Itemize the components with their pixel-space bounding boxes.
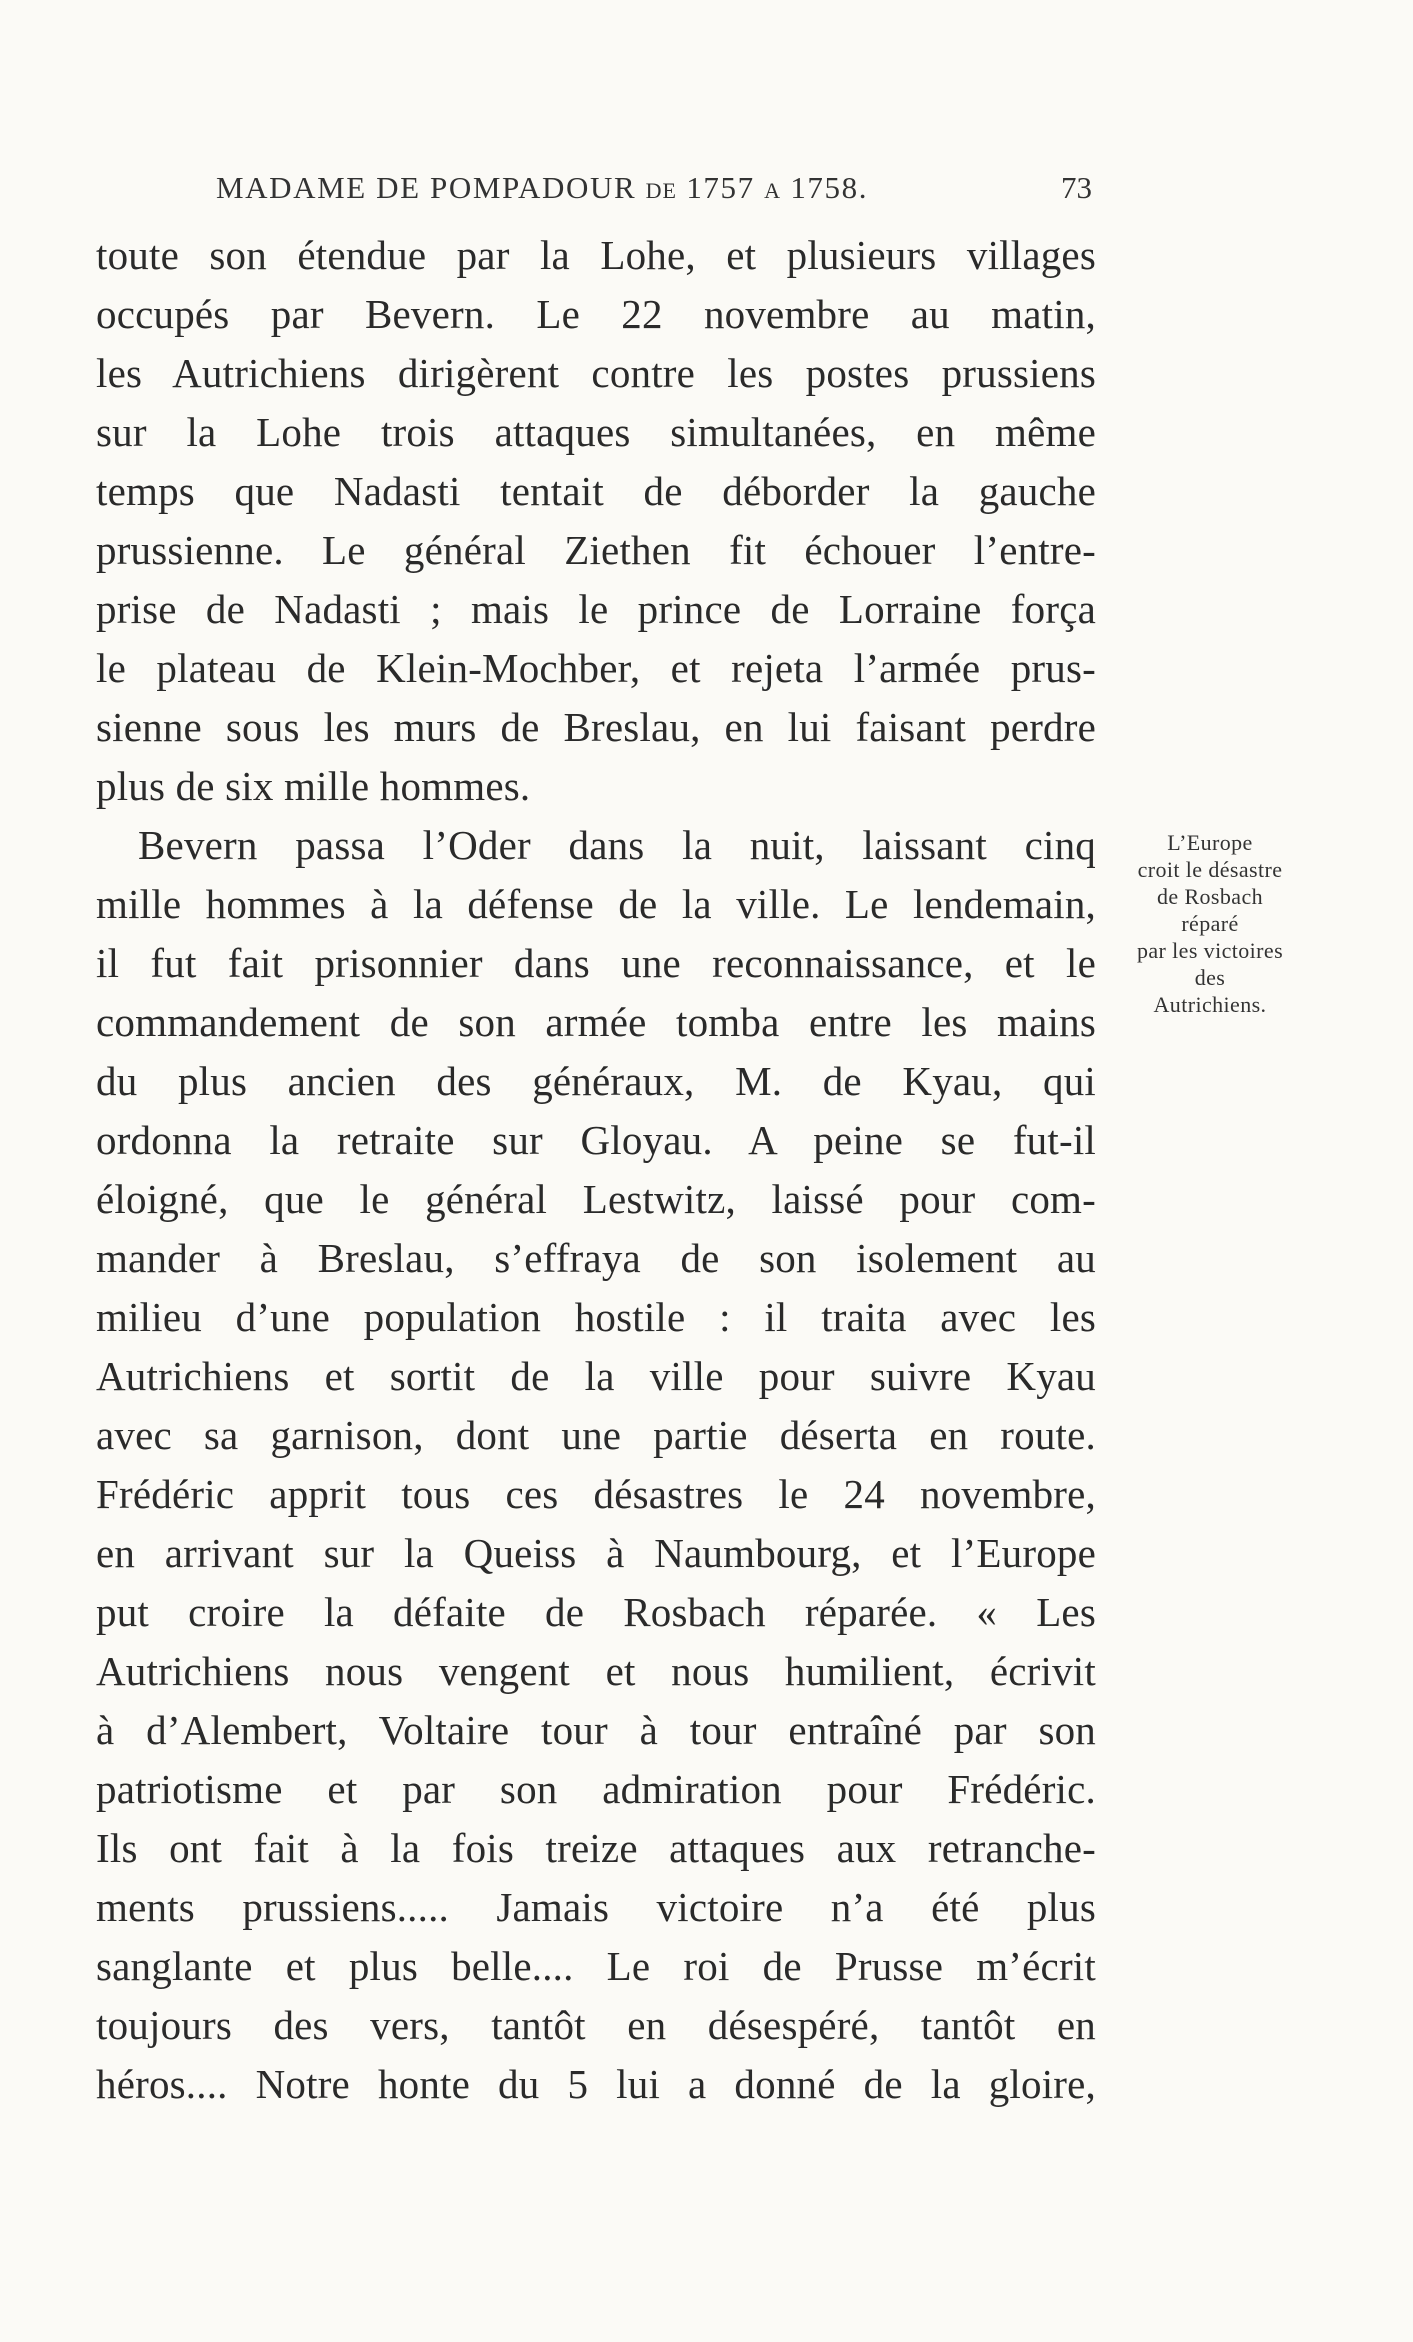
page-number: 73 [1061,170,1092,205]
margin-note-line: par les victoires [1136,938,1284,963]
text-line: sienne sous les murs de Breslau, en lui faisant perdre [96,704,1096,750]
running-title-year-end: 1758. [790,170,869,205]
text-line: les Autrichiens dirigèrent contre les postes prussiens [96,350,1096,396]
running-title-main: MADAME DE POMPADOUR [216,170,637,205]
margin-note-line: réparé [1181,911,1239,936]
text-line: éloigné, que le général Lestwitz, laissé pour com- [96,1176,1096,1222]
text-line: Frédéric apprit tous ces désastres le 24 novembre, [96,1471,1096,1517]
text-line: put croire la défaite de Rosbach réparée. « Les [96,1589,1096,1635]
running-header [216,170,1092,210]
text-line: sanglante et plus belle.... Le roi de Prusse m’écrit [96,1943,1096,1989]
text-line: plus de six mille hommes. [96,763,531,809]
body-text [96,226,1096,2114]
text-line: mille hommes à la défense de la ville. Le lendemain, [96,881,1096,927]
text-line: prise de Nadasti ; mais le prince de Lorraine força [96,586,1096,632]
text-line: Bevern passa l’Oder dans la nuit, laissant cinq [138,822,1096,868]
text-line: patriotisme et par son admiration pour Frédéric. [96,1766,1096,1812]
running-title [216,170,868,206]
running-title-de: DE [645,178,677,203]
running-title-year-start: 1757 [686,170,755,205]
text-line: ments prussiens..... Jamais victoire n’a été plus [96,1884,1096,1930]
text-line: commandement de son armée tomba entre les mains [96,999,1096,1045]
text-line: Autrichiens et sortit de la ville pour suivre Kyau [96,1353,1096,1399]
text-line: toujours des vers, tantôt en désespéré, tantôt en [96,2002,1096,2048]
text-line: occupés par Bevern. Le 22 novembre au matin, [96,291,1096,337]
text-line: ordonna la retraite sur Gloyau. A peine se fut-il [96,1117,1096,1163]
text-line: temps que Nadasti tentait de déborder la gauche [96,468,1096,514]
margin-note-line: croit le désastre [1137,857,1283,882]
text-line: toute son étendue par la Lohe, et plusieurs villages [96,232,1096,278]
margin-note [1110,829,1310,1018]
text-line: milieu d’une population hostile : il traita avec les [96,1294,1096,1340]
text-line: à d’Alembert, Voltaire tour à tour entraîné par son [96,1707,1096,1753]
margin-note-line: de Rosbach [1156,884,1264,909]
margin-note-line: des [1194,965,1226,990]
margin-note-line: Autrichiens. [1153,992,1267,1017]
text-line: il fut fait prisonnier dans une reconnaissance, et le [96,940,1096,986]
text-line: en arrivant sur la Queiss à Naumbourg, et l’Europe [96,1530,1096,1576]
text-line: Autrichiens nous vengent et nous humilient, écrivit [96,1648,1096,1694]
running-title-a: A [764,178,781,203]
text-line: prussienne. Le général Ziethen fit échouer l’entre- [96,527,1096,573]
text-line: Ils ont fait à la fois treize attaques aux retranche- [96,1825,1096,1871]
text-line: le plateau de Klein-Mochber, et rejeta l’armée prus- [96,645,1096,691]
margin-note-line: L’Europe [1167,830,1253,855]
text-line: avec sa garnison, dont une partie déserta en route. [96,1412,1096,1458]
text-line: du plus ancien des généraux, M. de Kyau, qui [96,1058,1096,1104]
text-line: sur la Lohe trois attaques simultanées, en même [96,409,1096,455]
text-line: mander à Breslau, s’effraya de son isolement au [96,1235,1096,1281]
text-line: héros.... Notre honte du 5 lui a donné de la gloire, [96,2061,1096,2107]
